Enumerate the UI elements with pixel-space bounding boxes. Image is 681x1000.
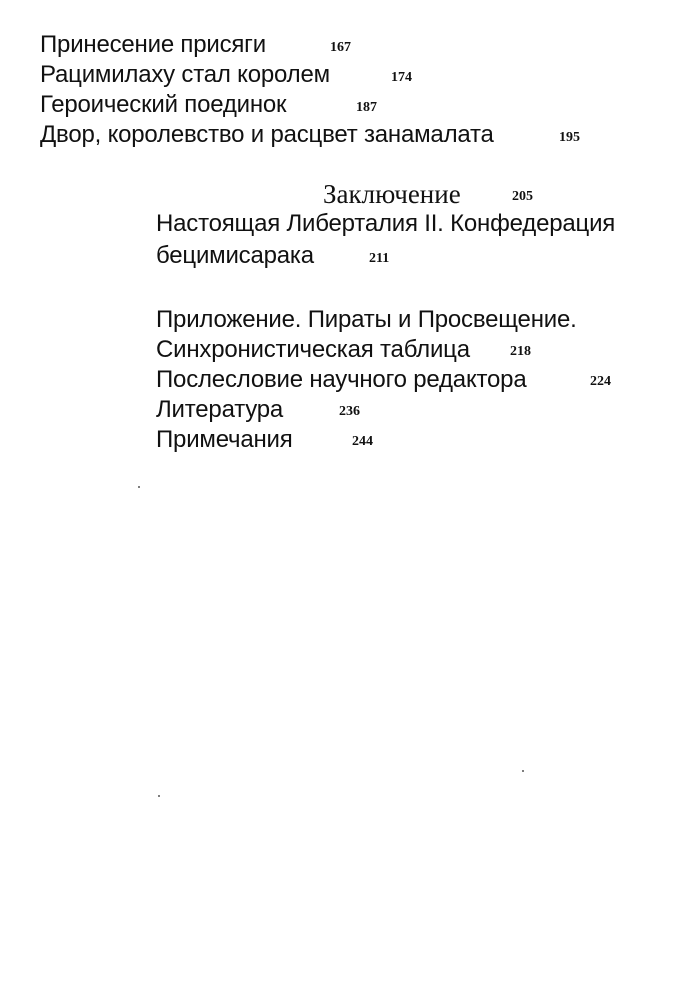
toc-entry: [40, 30, 266, 60]
toc-entry-page: 211: [369, 251, 390, 266]
toc-entry-page: 244: [352, 434, 373, 449]
toc-entry: [40, 60, 330, 90]
toc-entry-page: 224: [590, 374, 611, 389]
toc-entry-title: Героический поединок: [40, 91, 287, 118]
toc-entry-line2: бецимисарака: [156, 242, 314, 269]
toc-entry: Приложение. Пираты и Просвещение.: [156, 306, 577, 333]
toc-entry-page: 187: [356, 100, 377, 115]
toc-entry-line1: Настоящая Либерталия II. Конфедерация: [156, 210, 616, 237]
toc-entry-title: Двор, королевство и расцвет занамалата: [40, 121, 494, 148]
scan-speck: [522, 770, 524, 772]
toc-entry-page: 174: [391, 70, 412, 85]
section-heading: Заключение: [323, 179, 461, 209]
toc-entry: Синхронистическая таблица: [156, 336, 470, 363]
toc-entry-page: 167: [330, 40, 351, 55]
section-heading-page: 205: [512, 189, 533, 204]
toc-entry-page: 236: [339, 404, 360, 419]
toc-entry-page: 195: [559, 130, 580, 145]
toc-entry-title: Рацимилаху стал королем: [40, 61, 330, 88]
toc-entry: Литература: [156, 396, 284, 423]
toc-entry: Примечания: [156, 426, 293, 453]
toc-entry-page: 218: [510, 344, 531, 359]
scan-speck: [138, 486, 140, 488]
scan-speck: [158, 795, 160, 797]
toc-entry: Послесловие научного редактора: [156, 366, 527, 393]
toc-entry-title: Принесение присяги: [40, 31, 266, 58]
toc-entry: [40, 90, 286, 120]
toc-entry: [40, 120, 494, 150]
